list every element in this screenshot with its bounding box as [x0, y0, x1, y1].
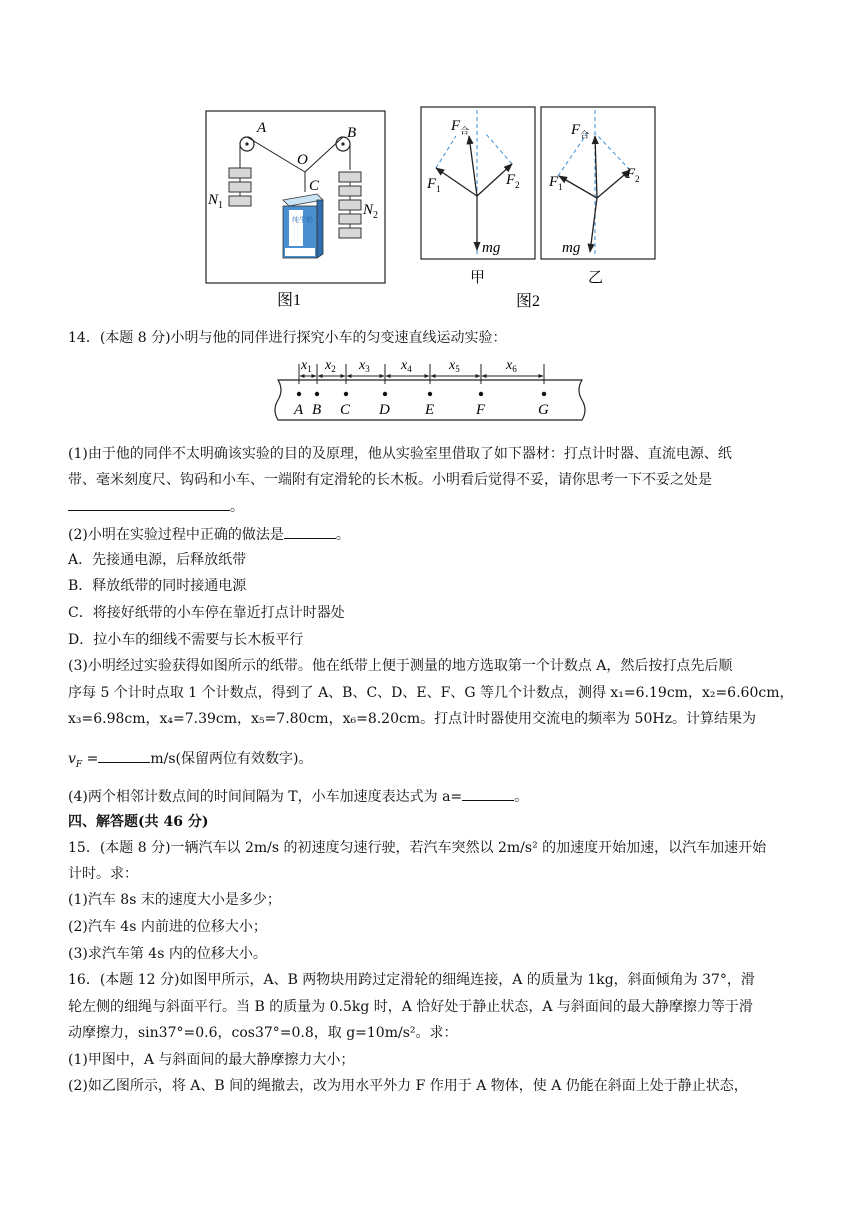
svg-text:C: C: [340, 402, 351, 418]
q14-part3-line1: (3)小明经过实验获得如图所示的纸带。他在纸带上便于测量的地方选取第一个计数点 A，然后按打点先后顺: [68, 658, 733, 674]
answer-blank-3[interactable]: [98, 748, 150, 763]
panel-label-jia: 甲: [470, 270, 486, 286]
force-diagram-yi: [541, 107, 655, 259]
q16-line3: 动摩擦力，sin37°=0.6，cos37°=0.8，取 g=10m/s²。求：: [68, 1025, 458, 1041]
label-n1: $N_1$: [208, 192, 224, 211]
milk-carton-icon: [283, 194, 323, 258]
paper-tape-figure: [270, 350, 590, 426]
q14-title: 14．(本题 8 分)小明与他的同伴进行探究小车的匀变速直线运动实验：: [68, 330, 507, 346]
svg-text:纯牛奶: 纯牛奶: [292, 216, 313, 224]
q14-part1-line2: 带、毫米刻度尺、钩码和小车、一端附有定滑轮的长木板。小明看后觉得不妥，请你思考一下不妥之处是: [68, 472, 712, 488]
q16-item-2: (2)如乙图所示，将 A、B 间的绳撤去，改为用水平外力 F 作用于 A 物体，使 A 仍能在斜面上处于静止状态，: [68, 1078, 748, 1094]
label-c: C: [309, 178, 320, 194]
svg-text:mg: mg: [482, 240, 501, 256]
svg-text:G: G: [538, 402, 549, 418]
figure-2-caption: 图2: [516, 293, 541, 310]
svg-text:F1: $F_1$: [427, 176, 441, 194]
q15-line1: 15．(本题 8 分)一辆汽车以 2m/s 的初速度匀速行驶，若汽车突然以 2m/s² 的加速度开始加速，以汽车加速开始: [68, 840, 767, 856]
answer-blank-4[interactable]: [462, 786, 514, 801]
q14-part1-line1: (1)由于他的同伴不太明确该实验的目的及原理，他从实验室里借取了如下器材：打点计时器、直流电源、纸: [68, 446, 732, 462]
panel-label-yi: 乙: [588, 270, 604, 286]
svg-text:B: B: [312, 402, 322, 418]
force-diagram-jia: [421, 107, 535, 259]
svg-text:F2: $F_2$: [506, 172, 520, 190]
svg-text:F2: $F_2$: [626, 166, 640, 184]
svg-text:F合: $F_合$: [571, 122, 590, 140]
svg-text:x5: $x_5$: [449, 358, 460, 374]
weights-n2: [339, 172, 361, 238]
q16-line2: 轮左侧的细绳与斜面平行。当 B 的质量为 0.5kg 时，A 恰好处于静止状态，A 与斜面间的最大静摩擦力等于滑: [68, 999, 753, 1015]
q14-part1-line3: 。: [68, 496, 244, 517]
svg-text:x1: $x_1$: [301, 358, 312, 374]
label-b: B: [347, 125, 357, 141]
weights-n1: [229, 168, 251, 206]
svg-text:D: D: [379, 402, 390, 418]
svg-text:F1: $F_1$: [549, 174, 563, 192]
svg-text:mg: mg: [562, 240, 581, 256]
section-heading: 四、解答题(共 46 分): [68, 814, 209, 830]
label-n2: $N_2$: [363, 202, 379, 221]
q15-item-2: (2)汽车 4s 内前进的位移大小；: [68, 919, 267, 935]
svg-text:x2: $x_2$: [325, 358, 336, 374]
q16-item-1: (1)甲图中，A 与斜面间的最大静摩擦力大小；: [68, 1052, 355, 1068]
q14-option-a: A．先接通电源，后释放纸带: [68, 552, 247, 568]
q14-option-d: D．拉小车的细线不需要与长木板平行: [68, 632, 304, 648]
q15-line2: 计时。求：: [68, 866, 138, 882]
q14-part4: (4)两个相邻计数点间的时间间隔为 T，小车加速度表达式为 a= 。: [68, 786, 528, 807]
q14-part3-answer: $v_F = m/s$(保留两位有效数字)。: [68, 748, 312, 775]
answer-blank-2[interactable]: [284, 524, 336, 539]
svg-text:x3: $x_3$: [359, 358, 370, 374]
svg-text:A: A: [294, 402, 304, 418]
svg-text:x6: $x_6$: [506, 358, 517, 374]
svg-text:F: F: [476, 402, 486, 418]
q14-part3-line3: x₃=6.98cm，x₄=7.39cm，x₅=7.80cm，x₆=8.20cm。打点计时器使用交流电的频率为 50Hz。计算结果为: [68, 711, 756, 727]
figure-2: [418, 106, 658, 310]
answer-blank-1[interactable]: [68, 496, 230, 511]
q14-part2: (2)小明在实验过程中正确的做法是 。: [68, 524, 350, 545]
label-o: O: [297, 152, 308, 168]
svg-text:F合: $F_合$: [451, 118, 470, 136]
q14-option-b: B．释放纸带的同时接通电源: [68, 578, 247, 594]
figure-1-caption: 图1: [277, 292, 302, 309]
q14-option-c: C．将接好纸带的小车停在靠近打点计时器处: [68, 605, 345, 621]
svg-text:E: E: [425, 402, 435, 418]
q14-part3-line2: 序每 5 个计时点取 1 个计数点，得到了 A、B、C、D、E、F、G 等几个计数点，测得 x₁=6.19cm，x₂=6.60cm，: [68, 685, 794, 701]
label-a: A: [257, 120, 267, 136]
q16-line1: 16．(本题 12 分)如图甲所示，A、B 两物块用跨过定滑轮的细绳连接，A 的质量为 1kg，斜面倾角为 37°，滑: [68, 972, 755, 988]
figure-1: [205, 110, 387, 310]
svg-text:x4: $x_4$: [401, 358, 412, 374]
q15-item-1: (1)汽车 8s 末的速度大小是多少；: [68, 892, 281, 908]
q15-item-3: (3)求汽车第 4s 内的位移大小。: [68, 946, 267, 962]
